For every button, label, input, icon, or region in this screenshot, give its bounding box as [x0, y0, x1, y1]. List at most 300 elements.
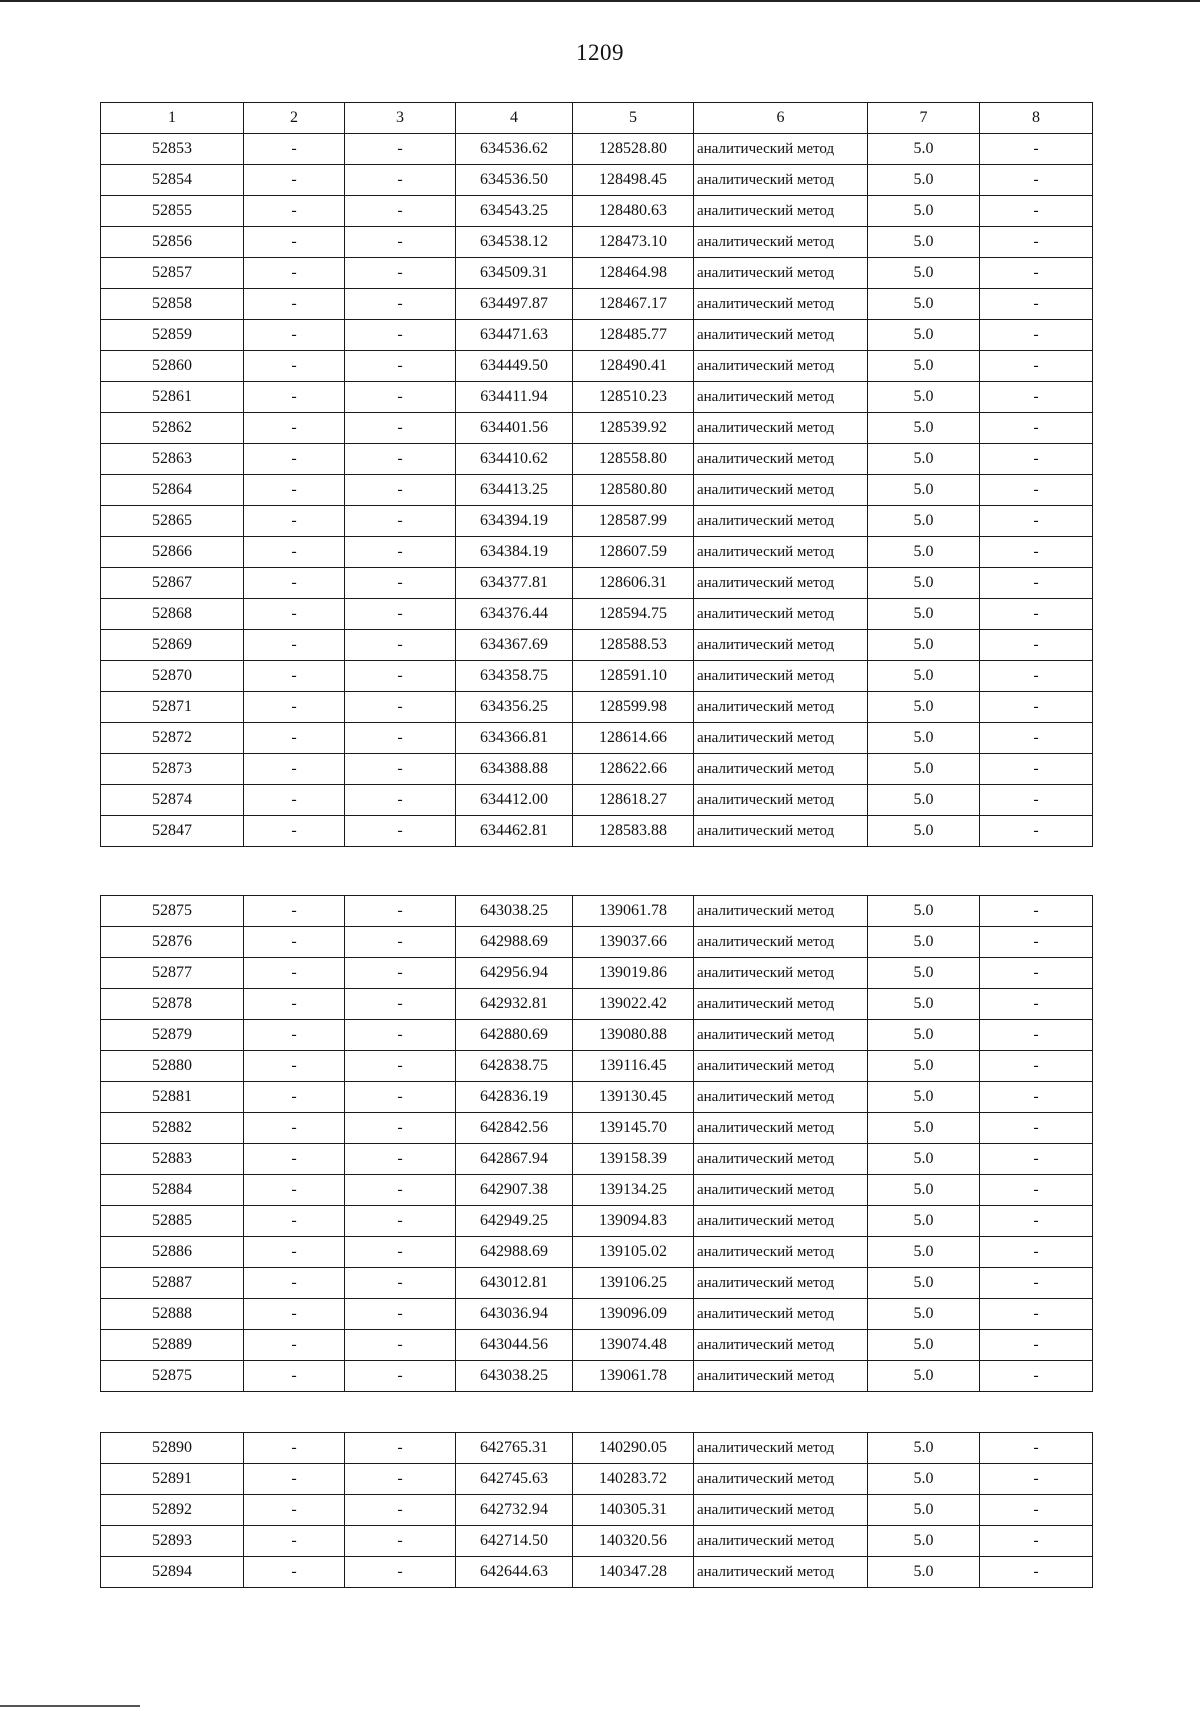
table-row	[101, 475, 1093, 506]
table-row	[101, 785, 1093, 816]
table-cell: аналитический метод	[694, 1144, 868, 1175]
table-cell: -	[244, 1113, 345, 1144]
table-cell: 642907.38	[456, 1175, 573, 1206]
table-cell: аналитический метод	[694, 1526, 868, 1557]
table-cell: 128622.66	[573, 754, 694, 785]
table-cell: 52866	[101, 537, 244, 568]
table-cell: 5.0	[868, 1206, 980, 1237]
table-cell: 52847	[101, 816, 244, 847]
table-row	[101, 1433, 1093, 1464]
table-cell: 5.0	[868, 289, 980, 320]
table-cell: аналитический метод	[694, 1361, 868, 1392]
table-cell: 5.0	[868, 896, 980, 927]
table-cell: -	[345, 289, 456, 320]
table-cell: -	[244, 444, 345, 475]
table-cell: 634412.00	[456, 785, 573, 816]
table-cell: -	[980, 382, 1093, 413]
table-cell: 5.0	[868, 989, 980, 1020]
table-cell: -	[244, 382, 345, 413]
table-cell: 5.0	[868, 1330, 980, 1361]
table-cell: 139145.70	[573, 1113, 694, 1144]
table-cell: 52863	[101, 444, 244, 475]
table-cell: -	[345, 1361, 456, 1392]
table-cell: -	[980, 258, 1093, 289]
table-cell: 5.0	[868, 1361, 980, 1392]
table-cell: -	[980, 196, 1093, 227]
table-cell: 52886	[101, 1237, 244, 1268]
table-cell: 52889	[101, 1330, 244, 1361]
table-cell: -	[345, 723, 456, 754]
table-cell: 5.0	[868, 1299, 980, 1330]
table-cell: -	[345, 1113, 456, 1144]
table-cell: 634536.50	[456, 165, 573, 196]
table-cell: -	[345, 1175, 456, 1206]
table-row	[101, 506, 1093, 537]
table-cell: 52876	[101, 927, 244, 958]
table-cell: -	[345, 568, 456, 599]
table-row	[101, 816, 1093, 847]
table-cell: 52858	[101, 289, 244, 320]
table-cell: 52884	[101, 1175, 244, 1206]
table-cell: -	[345, 1020, 456, 1051]
table-row	[101, 1268, 1093, 1299]
table-cell: -	[244, 1464, 345, 1495]
table-cell: 139116.45	[573, 1051, 694, 1082]
table-cell: -	[980, 1330, 1093, 1361]
table-cell: аналитический метод	[694, 227, 868, 258]
table-cell: аналитический метод	[694, 1495, 868, 1526]
table-cell: 634536.62	[456, 134, 573, 165]
table-cell: -	[244, 351, 345, 382]
table-cell: -	[345, 1464, 456, 1495]
table-cell: -	[980, 692, 1093, 723]
table-cell: аналитический метод	[694, 785, 868, 816]
table-row	[101, 661, 1093, 692]
table-cell: аналитический метод	[694, 1206, 868, 1237]
table-cell: 139134.25	[573, 1175, 694, 1206]
table-cell: аналитический метод	[694, 989, 868, 1020]
table-cell: 642949.25	[456, 1206, 573, 1237]
table-cell: 5.0	[868, 1464, 980, 1495]
table-cell: 5.0	[868, 816, 980, 847]
table-cell: 128490.41	[573, 351, 694, 382]
table-cell: аналитический метод	[694, 134, 868, 165]
table-cell: -	[345, 196, 456, 227]
table-cell: -	[244, 692, 345, 723]
table-cell: -	[345, 320, 456, 351]
table-cell: 642732.94	[456, 1495, 573, 1526]
table-cell: 642644.63	[456, 1557, 573, 1588]
table-cell: 139019.86	[573, 958, 694, 989]
table-cell: 5.0	[868, 413, 980, 444]
table-cell: аналитический метод	[694, 1464, 868, 1495]
table-cell: -	[345, 1433, 456, 1464]
table-cell: аналитический метод	[694, 1113, 868, 1144]
bottom-edge-line	[0, 1705, 140, 1707]
table-cell: 52869	[101, 630, 244, 661]
table-cell: -	[244, 1433, 345, 1464]
table-cell: 5.0	[868, 506, 980, 537]
table-cell: -	[980, 1237, 1093, 1268]
table-cell: аналитический метод	[694, 630, 868, 661]
table-cell: 52878	[101, 989, 244, 1020]
table-row	[101, 1020, 1093, 1051]
table-row	[101, 537, 1093, 568]
table-cell: 5.0	[868, 754, 980, 785]
table-cell: -	[980, 785, 1093, 816]
column-header: 1	[101, 103, 244, 134]
table-cell: аналитический метод	[694, 289, 868, 320]
table-row	[101, 754, 1093, 785]
table-cell: аналитический метод	[694, 927, 868, 958]
table-cell: 634497.87	[456, 289, 573, 320]
table-cell: аналитический метод	[694, 568, 868, 599]
table-cell: 5.0	[868, 785, 980, 816]
table-cell: -	[980, 1557, 1093, 1588]
table-cell: -	[345, 785, 456, 816]
table-row	[101, 320, 1093, 351]
table-cell: -	[980, 816, 1093, 847]
table-cell: 642714.50	[456, 1526, 573, 1557]
table-cell: 139158.39	[573, 1144, 694, 1175]
table-cell: 128510.23	[573, 382, 694, 413]
table-cell: -	[244, 506, 345, 537]
table-cell: 643036.94	[456, 1299, 573, 1330]
table-cell: 5.0	[868, 1082, 980, 1113]
column-header: 6	[694, 103, 868, 134]
table-cell: -	[345, 896, 456, 927]
table-cell: -	[980, 1268, 1093, 1299]
table-cell: 128464.98	[573, 258, 694, 289]
table-cell: аналитический метод	[694, 1175, 868, 1206]
table-cell: -	[345, 382, 456, 413]
table-cell: 128539.92	[573, 413, 694, 444]
table-cell: 642836.19	[456, 1082, 573, 1113]
table-cell: 140290.05	[573, 1433, 694, 1464]
table-cell: 52881	[101, 1082, 244, 1113]
table-cell: 5.0	[868, 1175, 980, 1206]
table-cell: аналитический метод	[694, 413, 868, 444]
table-cell: 128607.59	[573, 537, 694, 568]
table-cell: 52855	[101, 196, 244, 227]
table-cell: -	[345, 227, 456, 258]
table-row	[101, 1175, 1093, 1206]
table-cell: аналитический метод	[694, 1237, 868, 1268]
table-cell: -	[980, 289, 1093, 320]
table-row	[101, 599, 1093, 630]
table-cell: 139080.88	[573, 1020, 694, 1051]
table-cell: -	[345, 1206, 456, 1237]
table-cell: -	[345, 816, 456, 847]
table-cell: аналитический метод	[694, 382, 868, 413]
table-cell: 5.0	[868, 475, 980, 506]
table-cell: аналитический метод	[694, 506, 868, 537]
table-cell: -	[244, 661, 345, 692]
table-cell: -	[244, 599, 345, 630]
table-cell: 52888	[101, 1299, 244, 1330]
table-cell: 52871	[101, 692, 244, 723]
table-cell: 128587.99	[573, 506, 694, 537]
table-cell: -	[345, 1237, 456, 1268]
table-cell: 52879	[101, 1020, 244, 1051]
table-cell: 5.0	[868, 537, 980, 568]
table-cell: 52865	[101, 506, 244, 537]
table-row	[101, 989, 1093, 1020]
table-cell: 634356.25	[456, 692, 573, 723]
table-cell: 140347.28	[573, 1557, 694, 1588]
table-cell: 52854	[101, 165, 244, 196]
table-row	[101, 351, 1093, 382]
table-cell: 5.0	[868, 599, 980, 630]
table-cell: -	[244, 475, 345, 506]
table-row	[101, 723, 1093, 754]
table-cell: 52859	[101, 320, 244, 351]
table-row	[101, 382, 1093, 413]
table-cell: -	[345, 475, 456, 506]
page-number: 1209	[576, 40, 624, 65]
table-cell: аналитический метод	[694, 1299, 868, 1330]
table-cell: -	[980, 165, 1093, 196]
table-cell: аналитический метод	[694, 1020, 868, 1051]
coordinates-table-2	[100, 895, 1093, 1392]
table-cell: аналитический метод	[694, 165, 868, 196]
column-header: 3	[345, 103, 456, 134]
table-cell: -	[345, 958, 456, 989]
table-cell: 642988.69	[456, 927, 573, 958]
table-cell: аналитический метод	[694, 258, 868, 289]
table-cell: -	[980, 1361, 1093, 1392]
table-row	[101, 1330, 1093, 1361]
table-cell: -	[980, 1113, 1093, 1144]
table-cell: 5.0	[868, 692, 980, 723]
table-cell: 5.0	[868, 165, 980, 196]
table-cell: -	[244, 196, 345, 227]
table-cell: 5.0	[868, 444, 980, 475]
table-cell: 643038.25	[456, 896, 573, 927]
table-cell: -	[980, 599, 1093, 630]
table-cell: 128467.17	[573, 289, 694, 320]
table-cell: аналитический метод	[694, 196, 868, 227]
table-cell: 634449.50	[456, 351, 573, 382]
table-cell: -	[345, 754, 456, 785]
table-cell: -	[345, 351, 456, 382]
table-row	[101, 568, 1093, 599]
table-row	[101, 196, 1093, 227]
table-cell: аналитический метод	[694, 896, 868, 927]
table-cell: 128558.80	[573, 444, 694, 475]
table-cell: -	[244, 537, 345, 568]
table-cell: -	[244, 165, 345, 196]
table-cell: -	[980, 134, 1093, 165]
table-cell: 128580.80	[573, 475, 694, 506]
table-row	[101, 165, 1093, 196]
table-cell: -	[980, 1495, 1093, 1526]
table-cell: 128618.27	[573, 785, 694, 816]
table-cell: 5.0	[868, 351, 980, 382]
table-cell: аналитический метод	[694, 599, 868, 630]
table-cell: 52870	[101, 661, 244, 692]
table-cell: -	[980, 1020, 1093, 1051]
table-cell: аналитический метод	[694, 1082, 868, 1113]
table-cell: 5.0	[868, 630, 980, 661]
table-cell: -	[345, 1082, 456, 1113]
table-cell: 5.0	[868, 723, 980, 754]
table-cell: 5.0	[868, 1051, 980, 1082]
table-cell: 642988.69	[456, 1237, 573, 1268]
table-cell: -	[980, 1082, 1093, 1113]
top-border-line	[0, 0, 1200, 2]
table-cell: аналитический метод	[694, 958, 868, 989]
table-cell: аналитический метод	[694, 692, 868, 723]
table-cell: 139105.02	[573, 1237, 694, 1268]
table-cell: 634388.88	[456, 754, 573, 785]
table-cell: 642838.75	[456, 1051, 573, 1082]
table-cell: 5.0	[868, 1113, 980, 1144]
table-cell: 52872	[101, 723, 244, 754]
table-cell: -	[244, 927, 345, 958]
table-cell: 139106.25	[573, 1268, 694, 1299]
table-cell: -	[980, 1526, 1093, 1557]
table-cell: -	[980, 1051, 1093, 1082]
table-cell: 139022.42	[573, 989, 694, 1020]
coordinates-table-1	[100, 102, 1093, 847]
table-cell: 128528.80	[573, 134, 694, 165]
table-row	[101, 1526, 1093, 1557]
table-cell: -	[345, 1330, 456, 1361]
table-cell: аналитический метод	[694, 1051, 868, 1082]
table-cell: -	[345, 134, 456, 165]
table-cell: 5.0	[868, 1268, 980, 1299]
table-cell: аналитический метод	[694, 475, 868, 506]
table-cell: -	[244, 134, 345, 165]
table-cell: -	[980, 1175, 1093, 1206]
table-cell: -	[345, 927, 456, 958]
table-cell: 52873	[101, 754, 244, 785]
table-cell: 52894	[101, 1557, 244, 1588]
table-cell: -	[244, 1144, 345, 1175]
table-cell: 128485.77	[573, 320, 694, 351]
table-cell: 642867.94	[456, 1144, 573, 1175]
table-cell: 634413.25	[456, 475, 573, 506]
table-cell: -	[345, 1557, 456, 1588]
table-cell: 139130.45	[573, 1082, 694, 1113]
table-cell: 139096.09	[573, 1299, 694, 1330]
table-row	[101, 692, 1093, 723]
table-cell: 643038.25	[456, 1361, 573, 1392]
table-cell: -	[980, 1144, 1093, 1175]
table-cell: 52875	[101, 1361, 244, 1392]
table-cell: 5.0	[868, 258, 980, 289]
table-cell: аналитический метод	[694, 754, 868, 785]
table-cell: 139037.66	[573, 927, 694, 958]
table-cell: 128583.88	[573, 816, 694, 847]
table-cell: 52861	[101, 382, 244, 413]
table-cell: 52882	[101, 1113, 244, 1144]
table-cell: 52860	[101, 351, 244, 382]
table-cell: 139061.78	[573, 1361, 694, 1392]
table-cell: -	[980, 568, 1093, 599]
table-row	[101, 134, 1093, 165]
table-row	[101, 289, 1093, 320]
table-cell: 52867	[101, 568, 244, 599]
table-cell: -	[980, 958, 1093, 989]
table-cell: -	[345, 506, 456, 537]
table-cell: 52853	[101, 134, 244, 165]
table-cell: 642745.63	[456, 1464, 573, 1495]
table-cell: 5.0	[868, 134, 980, 165]
table-cell: 52862	[101, 413, 244, 444]
table-cell: 52880	[101, 1051, 244, 1082]
table-cell: -	[244, 896, 345, 927]
table-cell: 128480.63	[573, 196, 694, 227]
table-cell: -	[345, 1051, 456, 1082]
table-cell: 128588.53	[573, 630, 694, 661]
table-cell: -	[244, 989, 345, 1020]
table-row	[101, 896, 1093, 927]
table-cell: -	[345, 413, 456, 444]
table-cell: 140283.72	[573, 1464, 694, 1495]
table-cell: -	[244, 1082, 345, 1113]
table-cell: -	[244, 630, 345, 661]
table-cell: аналитический метод	[694, 444, 868, 475]
table-cell: 52857	[101, 258, 244, 289]
table-cell: -	[980, 927, 1093, 958]
table-cell: 5.0	[868, 1020, 980, 1051]
table-cell: -	[244, 816, 345, 847]
table-cell: -	[244, 723, 345, 754]
table-cell: 128498.45	[573, 165, 694, 196]
table-cell: -	[244, 1495, 345, 1526]
table-cell: -	[345, 537, 456, 568]
table-cell: -	[980, 896, 1093, 927]
table-cell: -	[980, 754, 1093, 785]
table-row	[101, 1206, 1093, 1237]
table-cell: 642842.56	[456, 1113, 573, 1144]
table-cell: 5.0	[868, 1237, 980, 1268]
table-cell: 642956.94	[456, 958, 573, 989]
table-cell: -	[980, 661, 1093, 692]
table-cell: -	[980, 475, 1093, 506]
table-cell: 634509.31	[456, 258, 573, 289]
table-cell: -	[244, 1175, 345, 1206]
table-row	[101, 927, 1093, 958]
table-row	[101, 1361, 1093, 1392]
table-cell: 52868	[101, 599, 244, 630]
table-cell: 634462.81	[456, 816, 573, 847]
table-cell: 52893	[101, 1526, 244, 1557]
table-cell: 52874	[101, 785, 244, 816]
table-cell: аналитический метод	[694, 1268, 868, 1299]
table-cell: 5.0	[868, 661, 980, 692]
table-row	[101, 1495, 1093, 1526]
table-cell: 5.0	[868, 320, 980, 351]
header-row	[101, 103, 1093, 134]
table-cell: 52890	[101, 1433, 244, 1464]
table-cell: 128473.10	[573, 227, 694, 258]
table-cell: -	[244, 1237, 345, 1268]
table-cell: -	[244, 785, 345, 816]
table-cell: -	[345, 630, 456, 661]
table-cell: -	[244, 1051, 345, 1082]
table-cell: 128606.31	[573, 568, 694, 599]
table-cell: -	[244, 1020, 345, 1051]
table-cell: аналитический метод	[694, 351, 868, 382]
table-cell: -	[980, 320, 1093, 351]
table-cell: 52891	[101, 1464, 244, 1495]
table-cell: -	[244, 1330, 345, 1361]
table-cell: -	[345, 599, 456, 630]
table-cell: 5.0	[868, 227, 980, 258]
